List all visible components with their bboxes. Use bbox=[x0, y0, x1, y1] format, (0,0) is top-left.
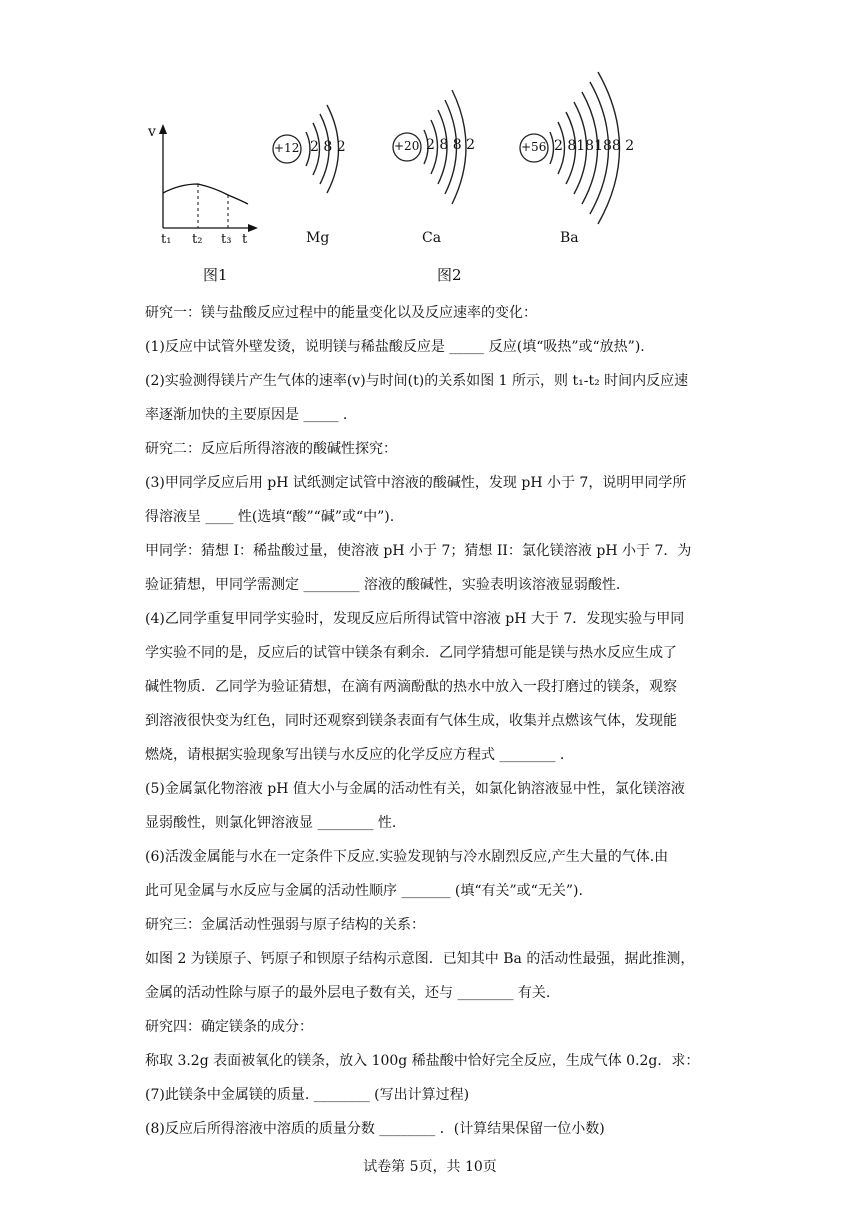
mg-electron-label: 2 8 2 bbox=[310, 139, 346, 155]
text-line: 得溶液呈 ____ 性(选填“酸”“碱”或“中”). bbox=[145, 509, 395, 525]
text-line: 甲同学：猜想 I：稀盐酸过量，使溶液 pH 小于 7；猜想 II：氯化镁溶液 pH 小于 7．为 bbox=[145, 543, 692, 559]
text-line: 研究三：金属活动性强弱与原子结构的关系： bbox=[145, 917, 425, 933]
ca-nucleus-label: +20 bbox=[394, 139, 420, 153]
text-line: 学实验不同的是，反应后的试管中镁条有剩余．乙同学猜想可能是镁与热水反应生成了 bbox=[145, 645, 677, 661]
text-line: (3)甲同学反应后用 pH 试纸测定试管中溶液的酸碱性，发现 pH 小于 7，说明甲同学所 bbox=[145, 475, 687, 491]
figure1-y-label: v bbox=[148, 124, 156, 140]
text-line: 研究一：镁与盐酸反应过程中的能量变化以及反应速率的变化： bbox=[145, 305, 537, 321]
text-line: 燃烧，请根据实验现象写出镁与水反应的化学反应方程式 ________ . bbox=[145, 747, 565, 763]
figure1-tick-t3: t₃ bbox=[221, 232, 232, 247]
text-line: (7)此镁条中金属镁的质量. ________ (写出计算过程) bbox=[145, 1087, 470, 1103]
text-line: (4)乙同学重复甲同学实验时，发现反应后所得试管中溶液 pH 大于 7．发现实验与甲同 bbox=[145, 611, 685, 627]
text-line: 金属的活动性除与原子的最外层电子数有关，还与 ________ 有关. bbox=[145, 985, 551, 1001]
figure2-caption: 图2 bbox=[437, 266, 462, 284]
page-footer: 试卷第 5页，共 10页 bbox=[363, 1159, 497, 1175]
text-line: (5)金属氯化物溶液 pH 值大小与金属的活动性有关，如氯化钠溶液显中性，氯化镁溶液 bbox=[145, 781, 685, 797]
text-line: (1)反应中试管外壁发烫，说明镁与稀盐酸反应是 _____ 反应(填“吸热”或“放热”). bbox=[145, 339, 645, 355]
figure1-tick-t1: t₁ bbox=[161, 232, 172, 247]
figure1-graph bbox=[159, 124, 258, 232]
text-line: 显弱酸性，则氯化钾溶液显 ________ 性. bbox=[145, 815, 397, 831]
text-line: (2)实验测得镁片产生气体的速率(v)与时间(t)的关系如图 1 所示，则 t₁-t₂ 时间内反应速 bbox=[145, 373, 689, 389]
ba-element-label: Ba bbox=[560, 230, 579, 246]
text-line: 此可见金属与水反应与金属的活动性顺序 _______ (填“有关”或“无关”). bbox=[145, 883, 583, 899]
question-text bbox=[145, 296, 725, 1146]
text-line: 率逐渐加快的主要原因是 _____ . bbox=[145, 407, 348, 423]
mg-element-label: Mg bbox=[306, 230, 330, 246]
figure1-tick-t2: t₂ bbox=[192, 232, 203, 247]
figure1-tick-t: t bbox=[242, 232, 248, 247]
text-line: 研究四：确定镁条的成分： bbox=[145, 1019, 313, 1035]
text-line: 验证猜想，甲同学需测定 ________ 溶液的酸碱性，实验表明该溶液显弱酸性. bbox=[145, 577, 621, 593]
text-line: 到溶液很快变为红色，同时还观察到镁条表面有气体生成，收集并点燃该气体，发现能 bbox=[145, 713, 677, 729]
mg-nucleus-label: +12 bbox=[274, 141, 300, 155]
ca-element-label: Ca bbox=[422, 230, 442, 246]
text-line: (6)活泼金属能与水在一定条件下反应.实验发现钠与冷水剧烈反应,产生大量的气体.由 bbox=[145, 849, 669, 865]
ba-nucleus-label: +56 bbox=[521, 140, 547, 154]
text-line: 如图 2 为镁原子、钙原子和钡原子结构示意图．已知其中 Ba 的活动性最强，据此推测， bbox=[145, 951, 695, 967]
ba-electron-label: 2 818188 2 bbox=[554, 138, 635, 154]
ca-electron-label: 2 8 8 2 bbox=[426, 137, 475, 153]
text-line: 碱性物质．乙同学为验证猜想，在滴有两滴酚酞的热水中放入一段打磨过的镁条，观察 bbox=[145, 679, 677, 695]
figure1-caption: 图1 bbox=[203, 266, 228, 284]
text-line: 研究二：反应后所得溶液的酸碱性探究： bbox=[145, 441, 397, 457]
text-line: 称取 3.2g 表面被氧化的镁条，放入 100g 稀盐酸中恰好完全反应，生成气体 0.2g．求： bbox=[145, 1053, 700, 1069]
text-line: (8)反应后所得溶液中溶质的质量分数 ________ ．(计算结果保留一位小数) bbox=[145, 1121, 605, 1137]
figure-area bbox=[0, 0, 860, 300]
